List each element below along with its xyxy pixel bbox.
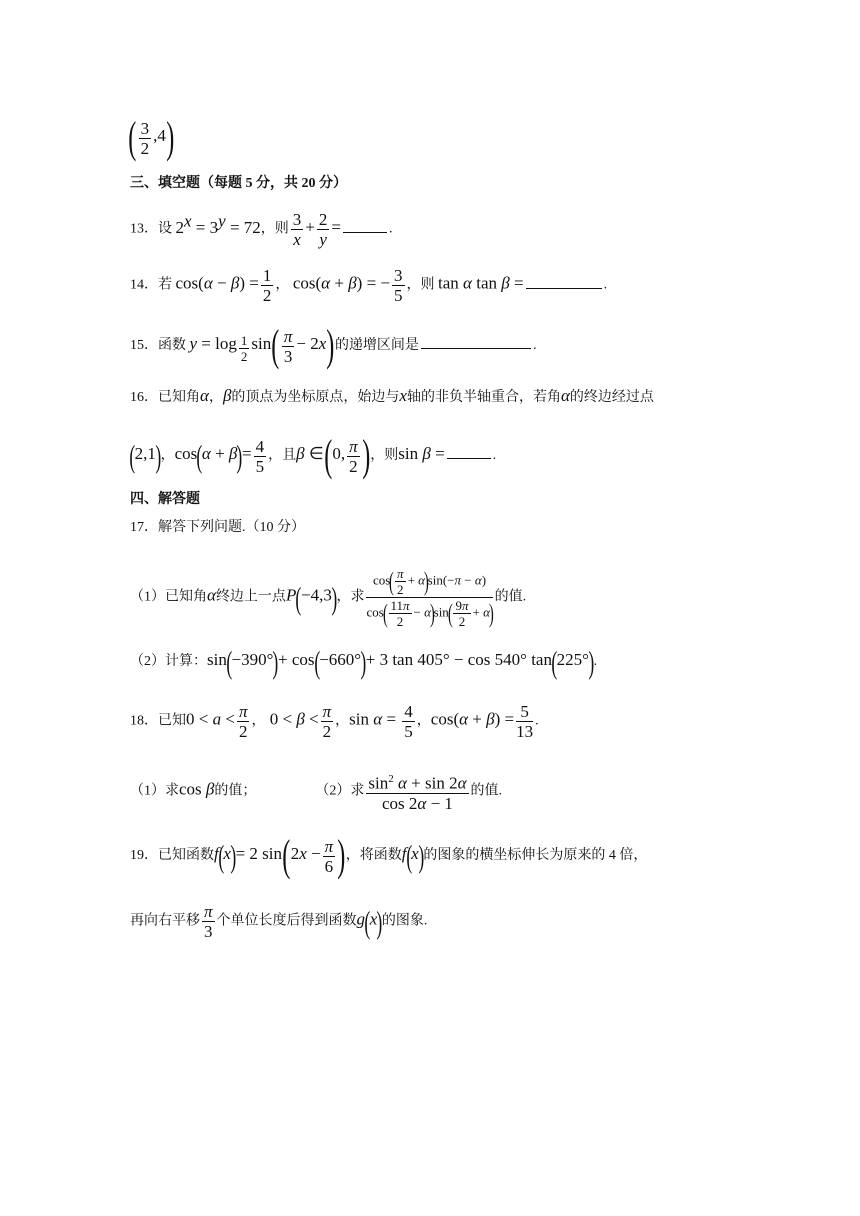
question-16-line1: 16．已知角α，β的顶点为坐标原点，始边与x轴的非负半轴重合，若角α的终边经过点 [130,386,654,405]
question-16-line2: (2,1)，cos(α + β)= $\frac{4}{5}$ ，且β ∈(0, $\frac{\pi}{2}$ )，则sin β = . [129,431,497,480]
question-17-title: 17．解答下列问题.（10 分） [130,520,305,535]
section-title-solutions: 四、解答题 [130,492,200,507]
question-19-line1: 19．已知函数f(x)= 2 sin(2x − $\frac{\pi}{6}$ )，将函数f(x)的图象的横坐标伸长为原来的 4 倍， [130,831,648,880]
answer-blank[interactable] [421,347,531,349]
question-15: 15．函数 y = log $\frac{1}{2}$ sin( $\frac{\pi}{3}$ − 2x)的递增区间是 . [130,321,537,370]
question-19-line2: 再向右平移 $\frac{\pi}{3}$ 个单位长度后得到函数g(x)的图象. [130,902,428,941]
section-title-fill-blank: 三、填空题（每题 5 分，共 20 分） [130,176,347,191]
question-13: 13．设 $2^x = 3^y = 72$，则 $\frac{3}{x}$ + $\frac{2}{y}$ = . [130,210,393,249]
question-14: 14．若 cos(α − β) = $\frac{1}{2}$ ， cos(α + β) = − $\frac{3}{5}$ ，则 tan α tan β = . [130,266,608,305]
answer-blank[interactable] [343,231,387,233]
question-18: 18．已知0 < a < $\frac{\pi}{2}$ ， 0 < β < $\frac{\pi}{2}$ ，sin α = $\frac{4}{5}$ ，cos(α + β) = $\frac{5}{13}$ . [130,702,539,741]
question-17-part2: （2）计算：sin(−390°)+ cos(−660°)+ 3 tan 405° − cos 540° tan(225°). [130,644,598,680]
answer-fragment-interval: ( $\frac{3}{2}$ ,4) [128,113,175,162]
answer-blank[interactable] [526,287,602,289]
answer-blank[interactable] [447,457,491,459]
question-18-parts: （1）求cos β的值； （2）求 $\frac{\sin^2 \alpha + \sin 2\alpha}{\cos 2\alpha - 1}$ 的值. [130,770,502,813]
question-17-part1: （1）已知角α终边上一点P(−4,3)，求 cos( $\frac{\pi}{2}$ + α)sin(−π − α) cos( $\frac{11\pi}{2}$ − α)sin( $\frac{9\pi}{2}$ + α) 的值. [130,566,527,629]
